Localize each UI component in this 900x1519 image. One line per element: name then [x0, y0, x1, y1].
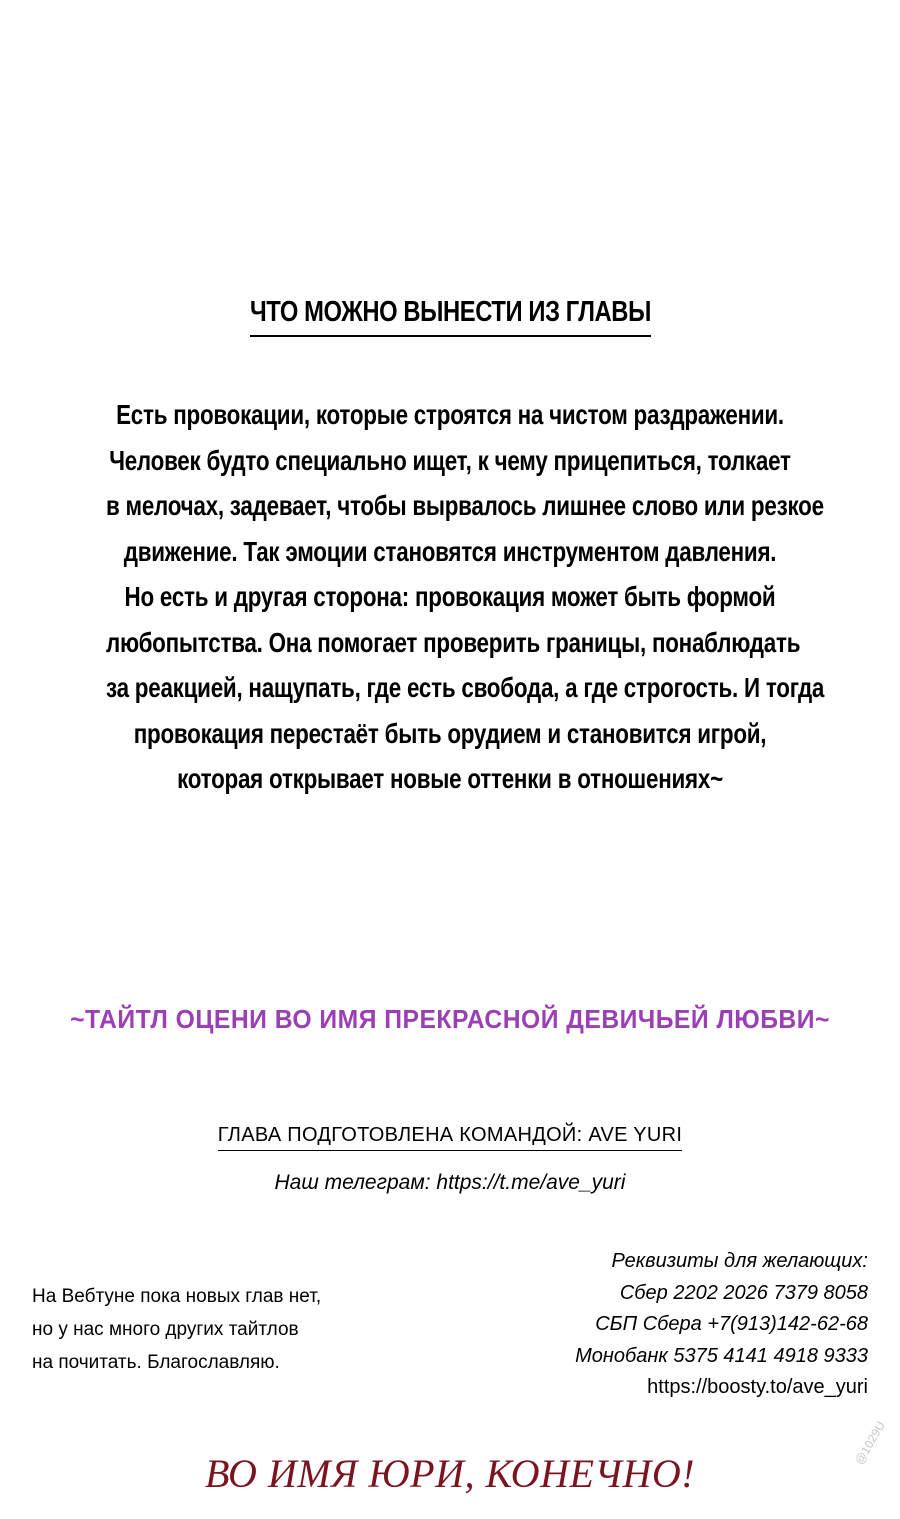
webtoon-note-line: на почитать. Благославляю.	[32, 1352, 280, 1373]
webtoon-note	[32, 1280, 392, 1379]
requisites	[528, 1246, 868, 1404]
main-text-line: за реакцией, нащупать, где есть свобода, а где строгость. И тогда	[106, 672, 825, 703]
main-text-line: Человек будто специально ищет, к чему прицепиться, толкает	[109, 444, 791, 476]
main-text-line: Есть провокации, которые строятся на чистом раздражении.	[116, 399, 784, 430]
main-text-line: которая открывает новые оттенки в отношениях~	[177, 763, 723, 794]
main-text-line: движение. Так эмоции становятся инструментом давления.	[123, 535, 777, 567]
main-text-line: любопытства. Она помогает проверить границы, понаблюдать	[106, 626, 801, 658]
requisites-title: Реквизиты для желающих:	[611, 1250, 868, 1272]
requisites-sber: Сбер 2202 2026 7379 8058	[619, 1281, 868, 1304]
webtoon-note-line: На Вебтуне пока новых глав нет,	[32, 1286, 322, 1307]
main-text	[20, 392, 880, 802]
main-text-line: Но есть и другая сторона: провокация может быть формой	[124, 581, 776, 612]
watermark: @1029U	[852, 1418, 888, 1467]
team-credit-text: ГЛАВА ПОДГОТОВЛЕНА КОМАНДОЙ: AVE YURI	[218, 1124, 682, 1151]
requisites-sbp: СБП Сбера +7(913)142-62-68	[595, 1313, 868, 1335]
closing-slogan: ВО ИМЯ ЮРИ, КОНЕЧНО!	[204, 1451, 696, 1496]
telegram-link[interactable]: Наш телеграм: https://t.me/ave_yuri	[274, 1171, 626, 1194]
section-heading-text: ЧТО МОЖНО ВЫНЕСТИ ИЗ ГЛАВЫ	[250, 296, 651, 337]
webtoon-note-line: но у нас много других тайтлов	[32, 1319, 299, 1340]
boosty-link[interactable]: https://boosty.to/ave_yuri	[647, 1376, 868, 1398]
main-text-line: в мелочах, задевает, чтобы вырвалось лишнее слово или резкое	[106, 490, 824, 521]
requisites-monobank: Монобанк 5375 4141 4918 9333	[575, 1344, 868, 1367]
main-text-line: провокация перестаёт быть орудием и становится игрой,	[133, 717, 767, 749]
section-heading	[0, 296, 900, 337]
team-credit	[0, 1124, 900, 1151]
rating-tagline: ~ТАЙТЛ ОЦЕНИ ВО ИМЯ ПРЕКРАСНОЙ ДЕВИЧЬЕЙ ЛЮБВИ~	[70, 1004, 830, 1034]
